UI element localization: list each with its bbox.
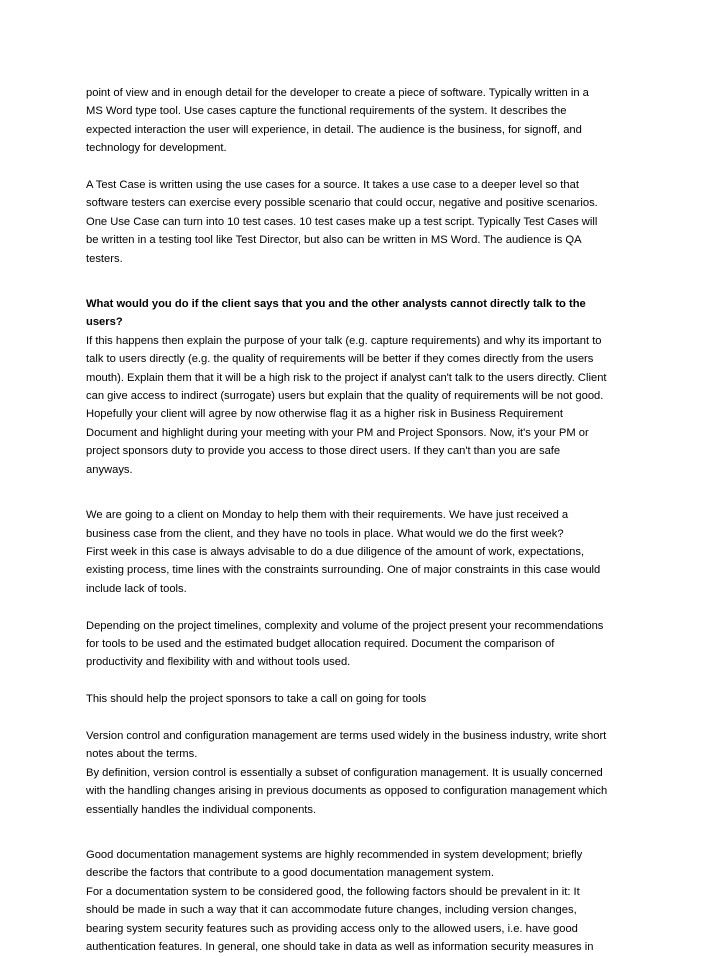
paragraph-spacer [86,598,656,616]
text-line: One Use Case can turn into 10 test cases. 10 test cases make up a test script. Typically Test Cases will [86,215,598,228]
paragraph-spacer [86,479,656,506]
text-line: Version control and configuration management are terms used widely in the business industry, write short [86,729,607,742]
text-line: project sponsors duty to provide you access to those direct users. If they can't than you are safe [86,445,561,458]
text-line: can give access to indirect (surrogate) users but explain that the quality of requirements will be not good. [86,390,604,403]
text-line: anyways. [86,463,133,476]
paragraph-spacer [86,158,656,176]
text-line: technology for development. [86,142,227,155]
text-line: We are going to a client on Monday to help them with their requirements. We have just received a [86,509,569,522]
question-heading: users? [86,316,123,329]
question-heading: What would you do if the client says that you and the other analysts cannot directly talk to the [86,298,586,311]
text-line: By definition, version control is essentially a subset of configuration management. It is usually concerned [86,766,603,779]
text-line: include lack of tools. [86,582,187,595]
text-line: should be made in such a way that it can accommodate future changes, including version changes, [86,904,577,917]
text-line: Document and highlight during your meeting with your PM and Project Sponsors. Now, it's your PM or [86,426,589,439]
text-line: essentially handles the individual components. [86,803,317,816]
text-line: If this happens then explain the purpose of your talk (e.g. capture requirements) and why its important to [86,334,602,347]
text-line: authentication features. In general, one should take in data as well as information security measures in [86,941,594,953]
text-line: existing process, time lines with the constraints surrounding. One of major constraints in this case would [86,564,601,577]
text-line: talk to users directly (e.g. the quality of requirements will be better if they comes directly from the users [86,353,594,366]
text-line: bearing system security features such as providing access only to the allowed users, i.e. have good [86,922,578,935]
paragraph-spacer [86,268,656,295]
text-line: For a documentation system to be considered good, the following factors should be prevalent in it: It [86,885,580,898]
paragraph-sponsors [86,690,656,708]
paragraph-test-case [86,176,656,268]
paragraph-spacer [86,709,656,727]
paragraph-monday-client [86,506,656,598]
paragraph-spacer [86,672,656,690]
text-line: be written in a testing tool like Test Director, but also can be written in MS Word. The audience is QA [86,234,582,247]
text-line: testers. [86,252,123,265]
paragraph-timelines [86,617,656,672]
text-line: with the handling changes arising in previous documents as opposed to configuration management which [86,785,608,798]
text-line: First week in this case is always advisable to do a due diligence of the amount of work, expectations, [86,545,585,558]
paragraph-client-question [86,295,656,479]
text-line: point of view and in enough detail for the developer to create a piece of software. Typically written in a [86,87,589,99]
text-line: A Test Case is written using the use cases for a source. It takes a use case to a deeper level so that [86,179,579,192]
text-line: business case from the client, and they have no tools in place. What would we do the first week? [86,527,564,540]
text-line: expected interaction the user will experience, in detail. The audience is the business, for signoff, and [86,123,582,136]
document-body [86,84,656,956]
paragraph-version-control [86,727,656,819]
text-line: mouth). Explain them that it will be a high risk to the project if analyst can't talk to the users directly. Client [86,371,607,384]
text-line: for tools to be used and the estimated budget allocation required. Document the comparison of [86,637,555,650]
text-line: MS Word type tool. Use cases capture the functional requirements of the system. It describes the [86,105,567,118]
paragraph-use-case-intro [86,84,656,158]
text-line: notes about the terms. [86,748,198,761]
text-line: Depending on the project timelines, complexity and volume of the project present your recommendations [86,619,604,632]
paragraph-documentation [86,846,656,956]
text-line: productivity and flexibility with and without tools used. [86,656,351,669]
paragraph-spacer [86,819,656,846]
text-line: This should help the project sponsors to take a call on going for tools [86,693,427,706]
text-line: describe the factors that contribute to a good documentation management system. [86,867,494,880]
text-line: Good documentation management systems are highly recommended in system development; briefly [86,848,583,861]
text-line: Hopefully your client will agree by now otherwise flag it as a higher risk in Business Requirement [86,408,563,421]
text-line: software testers can exercise every possible scenario that could occur, negative and positive scenarios. [86,197,598,210]
